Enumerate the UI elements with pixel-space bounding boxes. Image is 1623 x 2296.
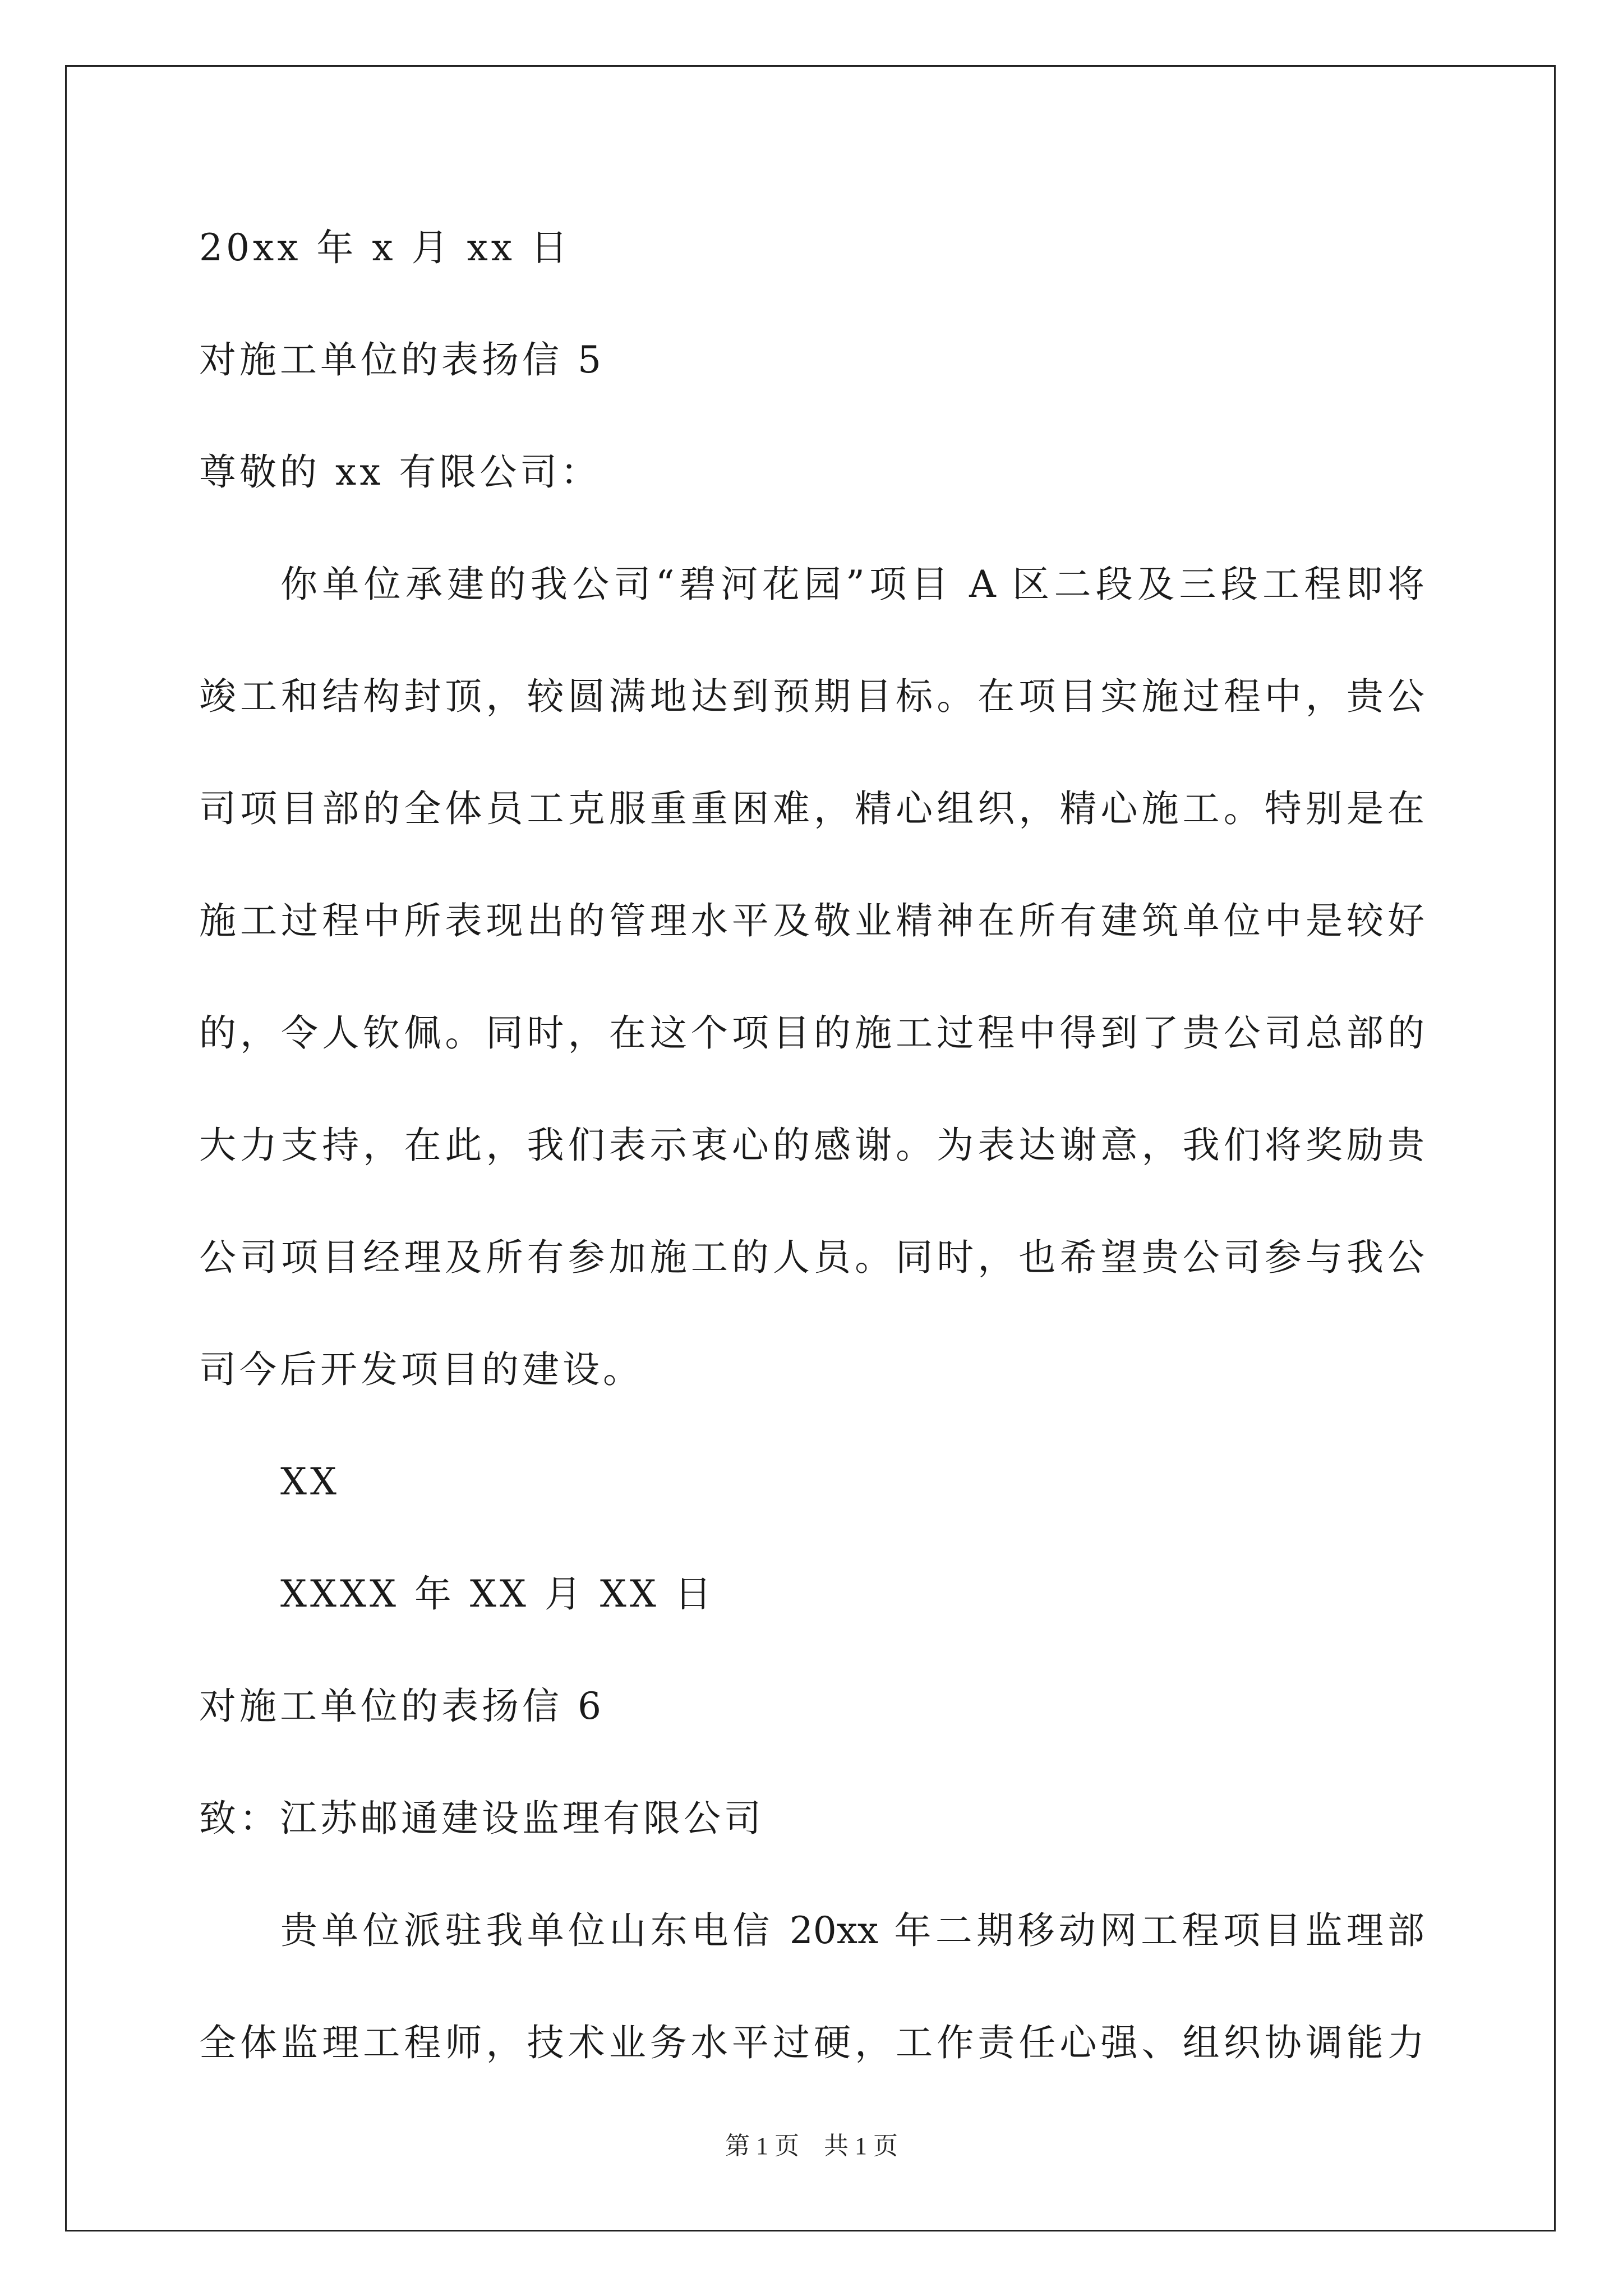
page-footer: [0, 2131, 1623, 2162]
page-number: 第 1 页: [725, 2132, 799, 2160]
body-line-5: 的，令人钦佩。同时，在这个项目的施工过程中得到了贵公司总部的: [199, 1011, 1424, 1055]
body-line-6: 大力支持，在此，我们表示衷心的感谢。为表达谢意，我们将奖励贵: [199, 1124, 1424, 1167]
letter-title-5: 对施工单位的表扬信 5: [199, 338, 605, 381]
page-total: 共 1 页: [824, 2132, 898, 2160]
body-line-1: 你单位承建的我公司“碧河花园”项目 A 区二段及三段工程即将: [280, 563, 1424, 606]
body-line-3: 司项目部的全体员工克服重重困难，精心组织，精心施工。特别是在: [199, 787, 1424, 830]
recipient: 致：江苏邮通建设监理有限公司: [199, 1797, 764, 1840]
body-line-2: 竣工和结构封顶，较圆满地达到预期目标。在项目实施过程中，贵公: [199, 675, 1424, 718]
salutation: 尊敬的 xx 有限公司：: [199, 450, 601, 494]
signature-date: XXXX 年 XX 月 XX 日: [280, 1572, 715, 1616]
date-line: 20xx 年 x 月 xx 日: [199, 226, 571, 269]
body-line-8: 司今后开发项目的建设。: [199, 1348, 643, 1391]
body-line-4: 施工过程中所表现出的管理水平及敬业精神在所有建筑单位中是较好: [199, 899, 1424, 942]
body2-line-2: 全体监理工程师，技术业务水平过硬，工作责任心强、组织协调能力: [199, 2021, 1424, 2064]
letter-title-6: 对施工单位的表扬信 6: [199, 1685, 605, 1728]
body-line-7: 公司项目经理及所有参加施工的人员。同时，也希望贵公司参与我公: [199, 1236, 1424, 1279]
body2-line-1: 贵单位派驻我单位山东电信 20xx 年二期移动网工程项目监理部: [280, 1909, 1424, 1952]
signature: XX: [280, 1460, 340, 1503]
